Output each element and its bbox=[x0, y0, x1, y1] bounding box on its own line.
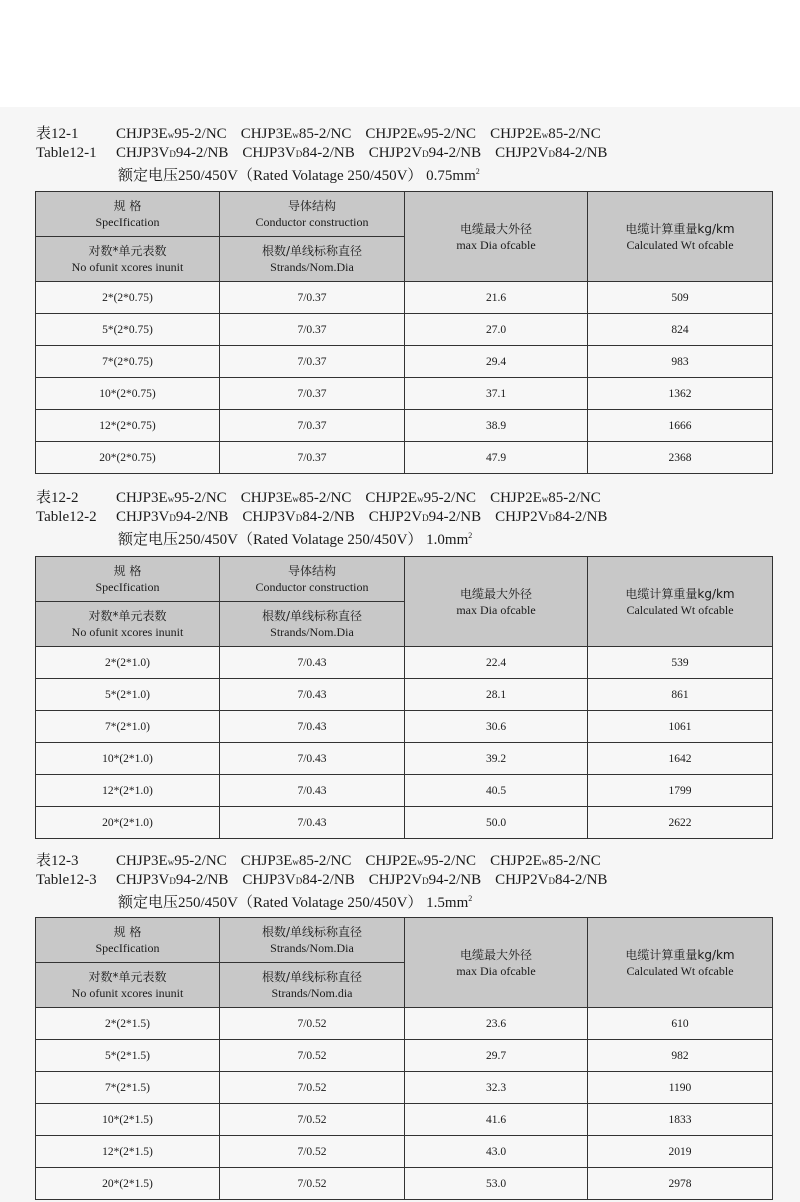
model-code: CHJP3Ew85-2/NC bbox=[240, 126, 352, 142]
table-caption bbox=[36, 852, 607, 909]
cell-specification: 10*(2*1.5) bbox=[36, 1104, 220, 1136]
table-row bbox=[36, 807, 773, 839]
cell-max-dia: 38.9 bbox=[405, 410, 588, 442]
model-code: CHJP3Ew85-2/NC bbox=[240, 490, 352, 506]
cell-strands: 7/0.52 bbox=[220, 1072, 405, 1104]
cell-max-dia: 32.3 bbox=[405, 1072, 588, 1104]
model-code: CHJP3VD94-2/NB bbox=[116, 509, 229, 525]
cell-weight: 610 bbox=[588, 1008, 773, 1040]
cell-max-dia: 21.6 bbox=[405, 282, 588, 314]
cell-specification: 10*(2*1.0) bbox=[36, 743, 220, 775]
rated-voltage: 额定电压250/450V（Rated Volatage 250/450V） 1.0mm bbox=[118, 532, 469, 548]
cell-max-dia: 23.6 bbox=[405, 1008, 588, 1040]
model-code: CHJP2VD94-2/NB bbox=[368, 872, 482, 888]
cell-strands: 7/0.52 bbox=[220, 1168, 405, 1200]
model-code: CHJP2VD94-2/NB bbox=[368, 509, 482, 525]
cell-specification: 12*(2*0.75) bbox=[36, 410, 220, 442]
model-code: CHJP3Ew95-2/NC bbox=[116, 853, 227, 869]
cell-weight: 861 bbox=[588, 679, 773, 711]
model-code: CHJP3Ew95-2/NC bbox=[116, 490, 227, 506]
cell-strands: 7/0.37 bbox=[220, 314, 405, 346]
cell-specification: 2*(2*1.0) bbox=[36, 647, 220, 679]
model-code: CHJP3Ew95-2/NC bbox=[116, 126, 227, 142]
cell-strands: 7/0.37 bbox=[220, 378, 405, 410]
cell-specification: 2*(2*0.75) bbox=[36, 282, 220, 314]
cell-max-dia: 50.0 bbox=[405, 807, 588, 839]
unit-superscript: 2 bbox=[475, 167, 480, 176]
unit-superscript: 2 bbox=[468, 894, 473, 903]
header-weight: 电缆计算重量kg/km Calculated Wt ofcable bbox=[588, 557, 773, 647]
table-label-zh: 表12-2 bbox=[36, 490, 79, 506]
model-code: CHJP2Ew85-2/NC bbox=[490, 126, 601, 142]
header-specification: 规 格 SpecIfication bbox=[36, 918, 220, 963]
cell-strands: 7/0.37 bbox=[220, 282, 405, 314]
header-specification: 规 格 SpecIfication bbox=[36, 192, 220, 237]
cell-weight: 509 bbox=[588, 282, 773, 314]
table-label-en: Table12-3 bbox=[36, 872, 97, 888]
model-code: CHJP2VD84-2/NB bbox=[495, 145, 608, 161]
cell-strands: 7/0.43 bbox=[220, 775, 405, 807]
header-unit-cores: 对数*单元表数 No ofunit xcores inunit bbox=[36, 963, 220, 1008]
cell-max-dia: 28.1 bbox=[405, 679, 588, 711]
cell-specification: 2*(2*1.5) bbox=[36, 1008, 220, 1040]
cell-max-dia: 37.1 bbox=[405, 378, 588, 410]
rated-voltage: 额定电压250/450V（Rated Volatage 250/450V） 0.75mm bbox=[118, 168, 476, 184]
cell-strands: 7/0.43 bbox=[220, 647, 405, 679]
model-code: CHJP3VD84-2/NB bbox=[242, 872, 355, 888]
cell-max-dia: 43.0 bbox=[405, 1136, 588, 1168]
model-code: CHJP3VD94-2/NB bbox=[116, 872, 229, 888]
model-code: CHJP2VD84-2/NB bbox=[495, 872, 608, 888]
cell-weight: 2978 bbox=[588, 1168, 773, 1200]
cell-specification: 20*(2*1.5) bbox=[36, 1168, 220, 1200]
cell-max-dia: 53.0 bbox=[405, 1168, 588, 1200]
table-row bbox=[36, 378, 773, 410]
cell-max-dia: 47.9 bbox=[405, 442, 588, 474]
cell-strands: 7/0.52 bbox=[220, 1104, 405, 1136]
table-label-zh: 表12-1 bbox=[36, 126, 79, 142]
header-strands: 根数/单线标称直径 Strands/Nom.dia bbox=[220, 963, 405, 1008]
header-unit-cores: 对数*单元表数 No ofunit xcores inunit bbox=[36, 237, 220, 282]
unit-superscript: 2 bbox=[468, 531, 473, 540]
cell-strands: 7/0.43 bbox=[220, 679, 405, 711]
table-row bbox=[36, 346, 773, 378]
cell-weight: 824 bbox=[588, 314, 773, 346]
table-row bbox=[36, 282, 773, 314]
cell-weight: 1642 bbox=[588, 743, 773, 775]
header-conductor: 导体结构 Conductor construction bbox=[220, 192, 405, 237]
header-weight: 电缆计算重量kg/km Calculated Wt ofcable bbox=[588, 918, 773, 1008]
table-label-en: Table12-2 bbox=[36, 509, 97, 525]
cell-strands: 7/0.52 bbox=[220, 1136, 405, 1168]
header-conductor: 根数/单线标称直径 Strands/Nom.Dia bbox=[220, 918, 405, 963]
model-code: CHJP2VD94-2/NB bbox=[368, 145, 482, 161]
cell-weight: 1833 bbox=[588, 1104, 773, 1136]
model-code: CHJP2Ew95-2/NC bbox=[365, 126, 477, 142]
header-weight: 电缆计算重量kg/km Calculated Wt ofcable bbox=[588, 192, 773, 282]
header-specification: 规 格 SpecIfication bbox=[36, 557, 220, 602]
cell-specification: 7*(2*0.75) bbox=[36, 346, 220, 378]
cell-weight: 983 bbox=[588, 346, 773, 378]
cell-strands: 7/0.37 bbox=[220, 442, 405, 474]
cell-specification: 7*(2*1.5) bbox=[36, 1072, 220, 1104]
cell-max-dia: 39.2 bbox=[405, 743, 588, 775]
spec-table bbox=[35, 191, 773, 474]
table-caption bbox=[36, 125, 607, 182]
cell-strands: 7/0.37 bbox=[220, 410, 405, 442]
cell-specification: 20*(2*0.75) bbox=[36, 442, 220, 474]
cell-strands: 7/0.52 bbox=[220, 1008, 405, 1040]
table-row bbox=[36, 410, 773, 442]
cell-weight: 2622 bbox=[588, 807, 773, 839]
cell-specification: 5*(2*1.0) bbox=[36, 679, 220, 711]
cell-max-dia: 29.4 bbox=[405, 346, 588, 378]
cell-weight: 2368 bbox=[588, 442, 773, 474]
model-code: CHJP2VD84-2/NB bbox=[495, 509, 608, 525]
model-code: CHJP2Ew85-2/NC bbox=[490, 853, 601, 869]
model-code: CHJP3Ew85-2/NC bbox=[240, 853, 352, 869]
table-row bbox=[36, 711, 773, 743]
cell-specification: 12*(2*1.5) bbox=[36, 1136, 220, 1168]
header-unit-cores: 对数*单元表数 No ofunit xcores inunit bbox=[36, 602, 220, 647]
table-row bbox=[36, 314, 773, 346]
cell-strands: 7/0.52 bbox=[220, 1040, 405, 1072]
table-row bbox=[36, 743, 773, 775]
model-code: CHJP2Ew95-2/NC bbox=[365, 490, 477, 506]
cell-weight: 1666 bbox=[588, 410, 773, 442]
cell-weight: 2019 bbox=[588, 1136, 773, 1168]
table-row bbox=[36, 1136, 773, 1168]
cell-specification: 12*(2*1.0) bbox=[36, 775, 220, 807]
rated-voltage: 额定电压250/450V（Rated Volatage 250/450V） 1.5mm bbox=[118, 895, 469, 911]
cell-weight: 1061 bbox=[588, 711, 773, 743]
model-code: CHJP2Ew85-2/NC bbox=[490, 490, 601, 506]
header-strands: 根数/单线标称直径 Strands/Nom.Dia bbox=[220, 237, 405, 282]
cell-specification: 5*(2*1.5) bbox=[36, 1040, 220, 1072]
cell-specification: 10*(2*0.75) bbox=[36, 378, 220, 410]
cell-weight: 1190 bbox=[588, 1072, 773, 1104]
cell-max-dia: 22.4 bbox=[405, 647, 588, 679]
table-row bbox=[36, 647, 773, 679]
cell-specification: 7*(2*1.0) bbox=[36, 711, 220, 743]
cell-max-dia: 29.7 bbox=[405, 1040, 588, 1072]
cell-strands: 7/0.43 bbox=[220, 743, 405, 775]
table-row bbox=[36, 775, 773, 807]
model-code: CHJP3VD84-2/NB bbox=[242, 509, 355, 525]
cell-weight: 1799 bbox=[588, 775, 773, 807]
table-row bbox=[36, 1072, 773, 1104]
cell-specification: 20*(2*1.0) bbox=[36, 807, 220, 839]
header-max-dia: 电缆最大外径 max Dia ofcable bbox=[405, 918, 588, 1008]
spec-table bbox=[35, 556, 773, 839]
header-max-dia: 电缆最大外径 max Dia ofcable bbox=[405, 192, 588, 282]
table-row bbox=[36, 1168, 773, 1200]
model-code: CHJP3VD94-2/NB bbox=[116, 145, 229, 161]
cell-max-dia: 27.0 bbox=[405, 314, 588, 346]
table-caption bbox=[36, 489, 607, 546]
cell-max-dia: 41.6 bbox=[405, 1104, 588, 1136]
table-row bbox=[36, 442, 773, 474]
header-strands: 根数/单线标称直径 Strands/Nom.Dia bbox=[220, 602, 405, 647]
table-label-zh: 表12-3 bbox=[36, 853, 79, 869]
table-row bbox=[36, 1104, 773, 1136]
cell-weight: 1362 bbox=[588, 378, 773, 410]
header-conductor: 导体结构 Conductor construction bbox=[220, 557, 405, 602]
model-code: CHJP3VD84-2/NB bbox=[242, 145, 355, 161]
cell-strands: 7/0.43 bbox=[220, 807, 405, 839]
table-label-en: Table12-1 bbox=[36, 145, 97, 161]
spec-table bbox=[35, 917, 773, 1200]
cell-weight: 982 bbox=[588, 1040, 773, 1072]
model-code: CHJP2Ew95-2/NC bbox=[365, 853, 477, 869]
header-max-dia: 电缆最大外径 max Dia ofcable bbox=[405, 557, 588, 647]
cell-strands: 7/0.37 bbox=[220, 346, 405, 378]
table-row bbox=[36, 679, 773, 711]
cell-max-dia: 30.6 bbox=[405, 711, 588, 743]
cell-specification: 5*(2*0.75) bbox=[36, 314, 220, 346]
cell-max-dia: 40.5 bbox=[405, 775, 588, 807]
cell-strands: 7/0.43 bbox=[220, 711, 405, 743]
cell-weight: 539 bbox=[588, 647, 773, 679]
table-row bbox=[36, 1040, 773, 1072]
table-row bbox=[36, 1008, 773, 1040]
